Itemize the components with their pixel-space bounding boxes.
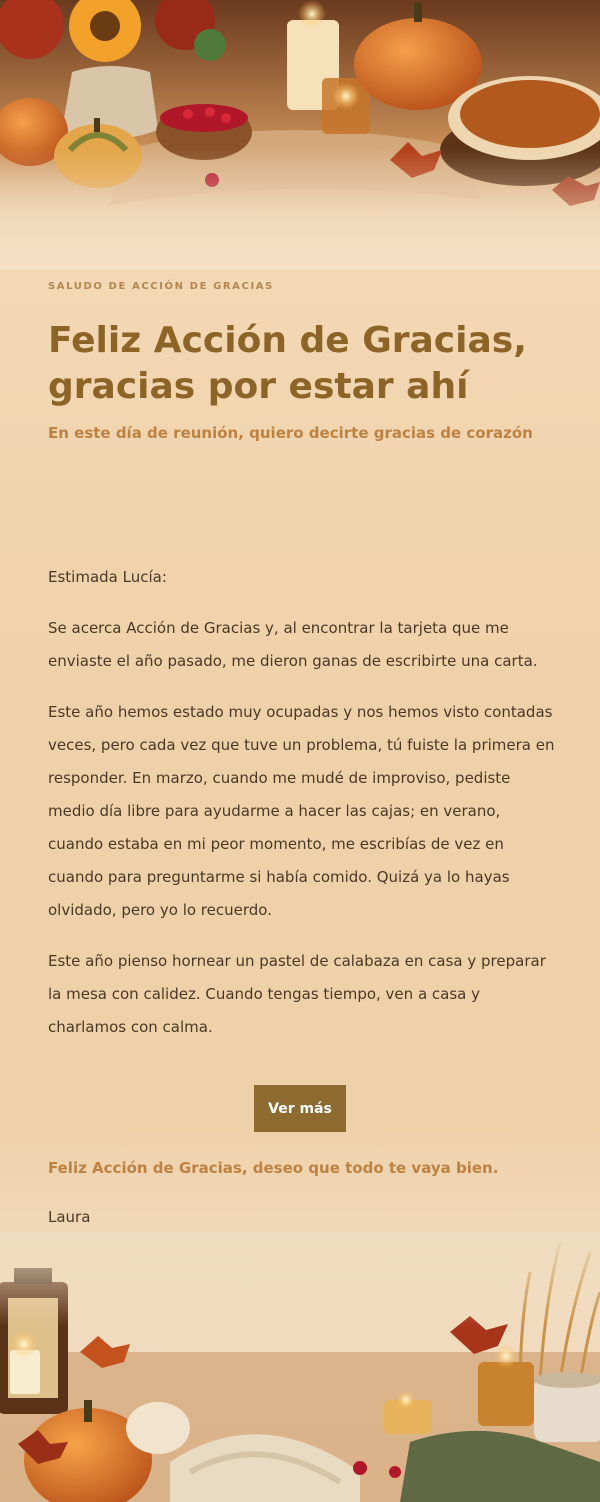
title-line-2: gracias por estar ahí: [48, 366, 469, 407]
footer-illustration: [0, 1232, 600, 1502]
closing-line: Feliz Acción de Gracias, deseo que todo te vaya bien.: [48, 1159, 499, 1177]
letter-paragraph: Este año pienso hornear un pastel de calabaza en casa y preparar la mesa con calidez. Cuando tengas tiempo, ven a casa y charlamos con calma.: [48, 952, 546, 1036]
letter-body: [48, 561, 558, 1062]
page-title: [48, 318, 568, 410]
title-line-1: Feliz Acción de Gracias,: [48, 320, 527, 361]
letter-paragraph: Este año hemos estado muy ocupadas y nos hemos visto contadas veces, pero cada vez que tuve un problema, tú fuiste la primera en responder. En marzo, cuando me mudé de improviso, pediste medio día libre para ayudarme a hacer las cajas; en verano, cuando estaba en mi peor momento, me escribías de vez en cuando para preguntarme si había comido. Quizá ya lo hayas olvidado, pero yo lo recuerdo.: [48, 703, 555, 919]
subtitle: En este día de reunión, quiero decirte gracias de corazón: [48, 424, 533, 442]
signature: Laura: [48, 1208, 91, 1226]
eyebrow-label: SALUDO DE ACCIÓN DE GRACIAS: [48, 281, 274, 292]
header-illustration: [0, 0, 600, 270]
letter-greeting: Estimada Lucía:: [48, 568, 167, 586]
letter-paragraph: Se acerca Acción de Gracias y, al encontrar la tarjeta que me enviaste el año pasado, me dieron ganas de escribirte una carta.: [48, 619, 538, 670]
ver-mas-button[interactable]: Ver más: [254, 1085, 346, 1132]
